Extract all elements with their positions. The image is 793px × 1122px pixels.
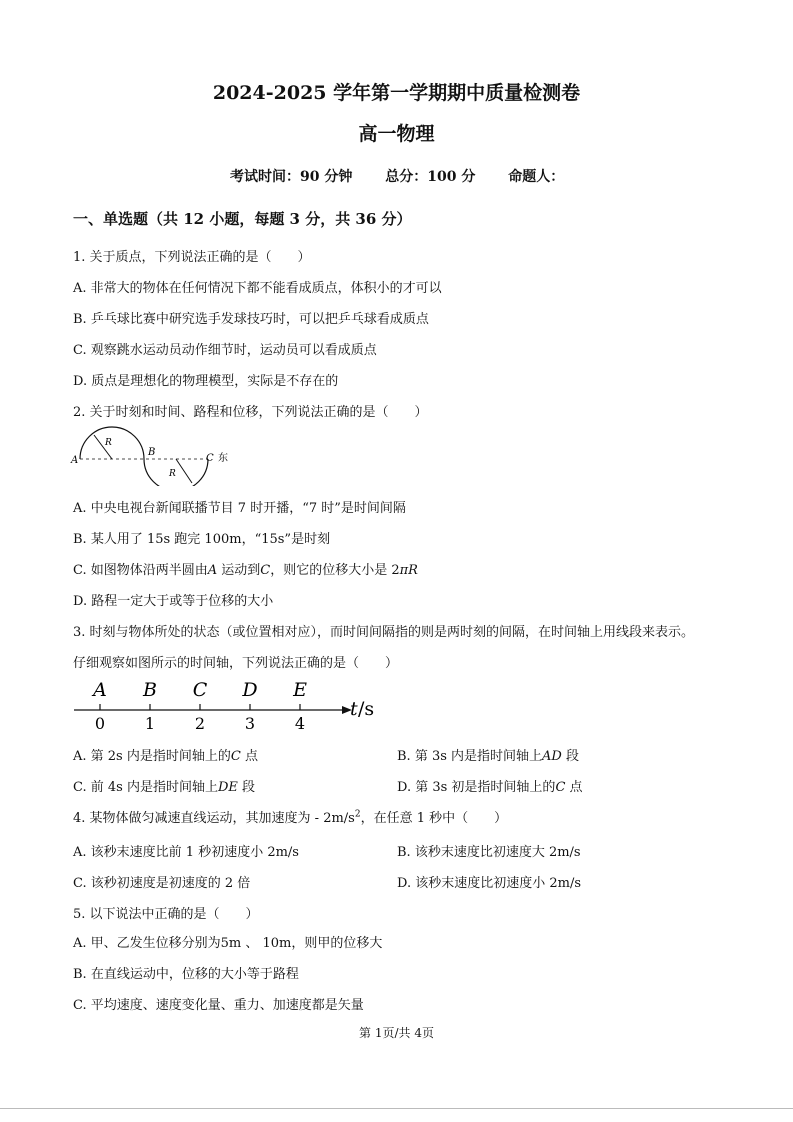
exam-meta xyxy=(230,166,592,186)
q3-b-post: 段 xyxy=(561,749,579,764)
section-heading: 一、单选题（共 12 小题，每题 3 分，共 36 分） xyxy=(73,210,412,228)
q3-c-pre: C. 前 4s 内是指时间轴上 xyxy=(73,780,218,795)
q2-stem: 2. 关于时刻和时间、路程和位移，下列说法正确的是（ ） xyxy=(73,405,428,420)
upper-semicircle xyxy=(80,427,144,459)
q1-option-a: A. 非常大的物体在任何情况下都不能看成质点，体积小的才可以 xyxy=(73,281,442,296)
q2-c-pre: C. 如图物体沿两半圆由 xyxy=(73,563,208,578)
q4-option-c: C. 该秒初速度是初速度的 2 倍 xyxy=(73,876,251,891)
label-R-upper: R xyxy=(105,438,112,448)
lower-radius xyxy=(176,459,192,483)
q2-c-A: A xyxy=(207,563,218,578)
q1-option-d: D. 质点是理想化的物理模型，实际是不存在的 xyxy=(73,374,339,389)
q5-option-b: B. 在直线运动中，位移的大小等于路程 xyxy=(73,967,299,982)
q2-c-post: ，则它的位移大小是 2 xyxy=(270,563,400,578)
page-footer: 第 1页/共 4页 xyxy=(359,1026,434,1040)
q3-time-axis xyxy=(70,676,390,736)
q3-c-it: DE xyxy=(217,780,238,795)
q4-option-b: B. 该秒末速度比初速度大 2m/s xyxy=(397,845,581,860)
q3-a-it: C xyxy=(230,749,241,764)
q3-option-b xyxy=(397,745,579,764)
q3-d-it: C xyxy=(555,780,566,795)
q3-stem-2: 仔细观察如图所示的时间轴，下列说法正确的是（ ） xyxy=(73,656,399,671)
q2-option-b: B. 某人用了 15s 跑完 100m，“15s”是时刻 xyxy=(73,532,331,547)
exam-time: 考试时间：90 分钟 xyxy=(230,169,353,185)
bottom-rule xyxy=(0,1108,793,1109)
q5-option-c: C. 平均速度、速度变化量、重力、加速度都是矢量 xyxy=(73,998,364,1013)
axis-label-t: t xyxy=(350,698,358,720)
total-score: 总分：100 分 xyxy=(385,169,476,185)
label-C: C xyxy=(206,453,214,464)
author: 命题人： xyxy=(508,169,565,185)
q5-stem: 5. 以下说法中正确的是（ ） xyxy=(73,907,259,922)
q4-stem-sup: 2 xyxy=(354,809,361,820)
exam-subtitle: 高一物理 xyxy=(358,123,435,145)
q2-semicircle-figure xyxy=(68,426,243,486)
axis-letter-label: D xyxy=(242,679,258,701)
q3-option-d xyxy=(397,776,583,795)
axis-number-label: 3 xyxy=(244,714,256,733)
q2-option-a: A. 中央电视台新闻联播节目 7 时开播，“7 时”是时间间隔 xyxy=(73,501,406,516)
axis-number-label: 4 xyxy=(294,714,306,733)
q4-stem-post: ，在任意 1 秒中（ ） xyxy=(360,811,508,826)
q3-a-pre: A. 第 2s 内是指时间轴上的 xyxy=(73,749,231,764)
axis-number-label: 2 xyxy=(194,714,206,733)
q1-stem: 1. 关于质点，下列说法正确的是（ ） xyxy=(73,250,311,265)
axis-letter-label: A xyxy=(93,679,107,701)
q3-option-c xyxy=(73,776,255,795)
q2-c-mid: 运动到 xyxy=(217,563,261,578)
axis-letter-label: B xyxy=(143,679,157,701)
q3-option-a xyxy=(73,745,258,764)
q2-option-d: D. 路程一定大于或等于位移的大小 xyxy=(73,594,274,609)
lower-semicircle xyxy=(144,459,208,486)
q3-a-post: 点 xyxy=(240,749,258,764)
axis-letter-label: C xyxy=(192,679,208,701)
label-R-lower: R xyxy=(169,469,176,479)
q4-option-d: D. 该秒末速度比初速度小 2m/s xyxy=(397,876,582,891)
q3-b-pre: B. 第 3s 内是指时间轴上 xyxy=(397,749,543,764)
q1-option-b: B. 乒乓球比赛中研究选手发球技巧时，可以把乒乓球看成质点 xyxy=(73,312,429,327)
exam-title: 2024-2025 学年第一学期期中质量检测卷 xyxy=(212,82,581,104)
label-east: 东 xyxy=(218,453,228,464)
q5-option-a: A. 甲、乙发生位移分别为5m 、 10m，则甲的位移大 xyxy=(73,936,383,951)
q3-d-pre: D. 第 3s 初是指时间轴上的 xyxy=(397,780,556,795)
axis-number-label: 1 xyxy=(144,714,156,733)
q2-option-c xyxy=(73,559,418,578)
axis-letter-label: E xyxy=(293,679,307,701)
q3-stem-1: 3. 时刻与物体所处的状态（或位置相对应），而时间间隔指的则是两时刻的间隔，在时间轴上用线段来表示。 xyxy=(73,625,695,640)
q2-c-C: C xyxy=(260,563,271,578)
q4-option-a: A. 该秒末速度比前 1 秒初速度小 2m/s xyxy=(73,845,299,860)
q3-b-it: AD xyxy=(542,749,562,764)
axis-label-s: /s xyxy=(358,698,375,720)
axis-number-label: 0 xyxy=(94,714,106,733)
q3-c-post: 段 xyxy=(237,780,256,795)
label-A: A xyxy=(71,455,79,466)
label-B: B xyxy=(148,447,156,458)
q1-option-c: C. 观察跳水运动员动作细节时，运动员可以看成质点 xyxy=(73,343,377,358)
q3-d-post: 点 xyxy=(565,780,583,795)
q4-stem-pre: 4. 某物体做匀减速直线运动，其加速度为 - 2m/s xyxy=(73,811,355,826)
q2-c-piR: πR xyxy=(399,563,418,578)
q4-stem xyxy=(73,807,507,826)
